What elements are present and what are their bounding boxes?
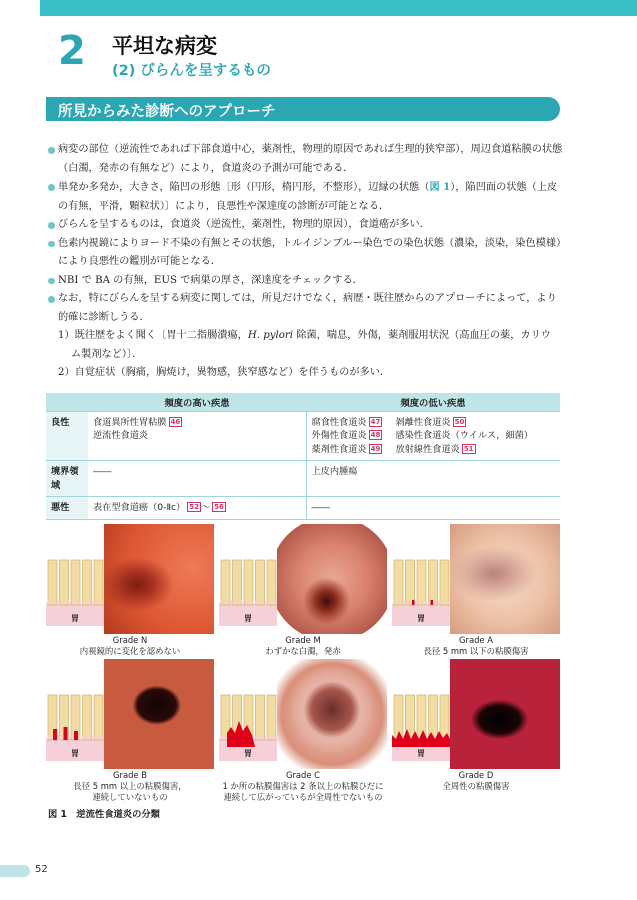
endoscopy-photo — [277, 524, 387, 634]
esophagus-diagram-icon — [392, 556, 450, 634]
numbered-text: 1）既往歴をよく聞く〔胃十二指腸潰瘍， — [58, 330, 248, 341]
numbered-item — [48, 327, 566, 364]
disease-name: 食道異所性胃粘膜 — [93, 416, 167, 428]
disease-name: 逆流性食道炎 — [93, 430, 149, 441]
numbered-text: 2）自覚症状（胸痛，胸焼け，異物感，狭窄感など）を伴うものが多い． — [58, 367, 391, 378]
grade-label: Grade D — [458, 770, 494, 780]
endoscopy-photo — [450, 524, 560, 634]
esophagus-diagram-icon — [46, 691, 104, 769]
reference-box[interactable]: 48 — [370, 431, 381, 439]
disease-name: 外傷性食道炎 — [311, 430, 367, 441]
bullet-text: なお，特にびらんを呈する病変に関しては，所見だけでなく，病歴・既往歴からのアプローチによって，より的確に診断しうる． — [58, 293, 557, 323]
bullet-item — [48, 272, 566, 291]
esophagus-diagram-icon — [392, 691, 450, 769]
disease-name: 薬剤性食道炎 — [311, 443, 367, 455]
reference-box[interactable]: 51 — [463, 444, 474, 453]
svg-text:胃: 胃 — [71, 749, 79, 758]
section-title: 所見からみた診断へのアプローチ — [58, 104, 276, 120]
panel-caption — [219, 770, 387, 803]
svg-text:胃: 胃 — [71, 614, 79, 623]
page-number: 52 — [35, 864, 48, 875]
numbered-text-continued: ム製剤など）〕． — [71, 348, 143, 360]
grade-description: 1 か所の粘膜傷害は 2 条以上の粘膜ひだに — [222, 781, 384, 791]
endoscopy-photo — [277, 659, 387, 769]
table-row — [46, 461, 560, 497]
low-frequency-cell: ―― — [306, 497, 560, 520]
panel-caption — [46, 770, 214, 803]
high-frequency-cell — [88, 411, 306, 461]
disease-name: 剝離性食道炎 — [395, 416, 451, 428]
figure-link[interactable]: 図 1 — [429, 181, 451, 193]
grade-label: Grade C — [285, 770, 321, 780]
body-text — [48, 141, 566, 383]
top-accent-bar — [40, 0, 637, 16]
reference-box[interactable]: 50 — [454, 417, 465, 426]
low-frequency-cell: 上皮内腫瘍 — [306, 461, 560, 497]
table-header-high: 頻度の高い疾患 — [88, 393, 306, 411]
grade-description: 長径 5 mm 以下の粘膜傷害 — [423, 646, 529, 656]
row-label: 境界領域 — [46, 461, 88, 497]
table-header-blank — [46, 393, 88, 411]
grade-label: Grade B — [113, 770, 147, 780]
panel-caption — [392, 770, 560, 792]
svg-text:胃: 胃 — [417, 614, 425, 623]
italic-term: H. pylori — [247, 330, 294, 341]
range-tilde: 〜 — [200, 502, 211, 513]
grade-description: わずかな白濁，発赤 — [265, 646, 341, 656]
grade-description: 全周性の粘膜傷害 — [442, 781, 510, 791]
bullet-item — [48, 178, 566, 216]
reference-box[interactable]: 52 — [189, 503, 199, 511]
grade-description: 内視鏡的に変化を認めない — [79, 646, 181, 656]
differential-table — [46, 393, 560, 520]
panel-caption — [46, 635, 214, 657]
grade-label: Grade A — [459, 635, 493, 645]
bullet-item — [48, 235, 566, 272]
bullet-text: 単発か多発か，大きさ，陥凹の形態〔形（円形，楕円形，不整形），辺縁の状態（ — [58, 182, 430, 193]
grade-label: Grade N — [112, 635, 148, 645]
high-frequency-cell: ―― — [88, 461, 306, 497]
panel-caption — [392, 635, 560, 657]
reference-box[interactable]: 49 — [370, 444, 381, 453]
esophagus-diagram-icon — [219, 691, 277, 769]
figure-caption: 図 1 逆流性食道炎の分類 — [48, 809, 160, 820]
disease-name: 放射線性食道炎 — [395, 443, 460, 455]
chapter-number: 2 — [58, 28, 86, 74]
esophagus-diagram-icon — [219, 556, 277, 634]
svg-text:胃: 胃 — [244, 614, 252, 623]
bullet-text: ），陥凹面の状態（上皮の有無，平滑，顆粒状）〕により，良悪性や深達度の診断が可能となる． — [58, 182, 558, 212]
bullet-item — [48, 216, 566, 235]
chapter-subtitle: (2) びらんを呈するもの — [112, 63, 271, 79]
endoscopy-photo — [104, 524, 214, 634]
page-tab — [0, 865, 30, 877]
grade-label: Grade M — [285, 635, 321, 645]
reference-box[interactable]: 46 — [170, 417, 181, 426]
grade-description: 連続して広がっているが全周性でないもの — [223, 792, 383, 802]
section-header — [46, 97, 560, 121]
bullet-text: びらんを呈するものは，食道炎（逆流性，薬剤性，物理的原因），食道癌が多い． — [58, 219, 430, 230]
disease-name: 表在型食道癌（0-Ⅱc） — [93, 502, 186, 513]
svg-text:胃: 胃 — [244, 749, 252, 758]
bullet-item — [48, 290, 566, 327]
numbered-item — [48, 364, 566, 383]
table-row — [46, 497, 560, 520]
chapter-title: 平坦な病変 — [112, 34, 217, 58]
low-frequency-cell — [306, 411, 560, 461]
endoscopy-photo — [104, 659, 214, 769]
bullet-text: 色素内視鏡によりヨード不染の有無とその状態，トルイジンブルー染色での染色状態（濃染，淡染，染色模様）により良悪性の鑑別が可能となる． — [58, 237, 562, 267]
grade-description: 長径 5 mm 以上の粘膜傷害， — [73, 781, 187, 791]
esophagus-diagram-icon — [46, 556, 104, 634]
bullet-text: NBI で BA の有無，EUS で病巣の厚さ，深達度をチェックする． — [58, 274, 363, 286]
row-label: 悪性 — [46, 497, 88, 520]
disease-name: 腐食性食道炎 — [311, 416, 367, 428]
reference-box[interactable]: 56 — [214, 503, 224, 511]
table-header-low: 頻度の低い疾患 — [306, 393, 560, 411]
grade-description: 連続していないもの — [92, 792, 168, 802]
svg-text:胃: 胃 — [417, 749, 425, 758]
disease-name: 感染性食道炎（ウイルス，細菌） — [395, 430, 534, 441]
panel-caption — [219, 635, 387, 657]
table-row — [46, 411, 560, 461]
figure-reflux-classification — [46, 524, 560, 814]
reference-box[interactable]: 47 — [370, 417, 381, 426]
endoscopy-photo — [450, 659, 560, 769]
high-frequency-cell — [88, 497, 306, 520]
numbered-text: 除菌，喘息，外傷，薬剤服用状況（高血圧の薬，カリウ — [293, 330, 551, 341]
bullet-text: 病変の部位（逆流性であれば下部食道中心，薬剤性，物理的原因であれば生理的狭窄部），周辺食道粘膜の状態（白濁，発赤の有無など）により，食道炎の予測が可能である． — [58, 144, 563, 174]
bullet-item — [48, 141, 566, 178]
row-label: 良性 — [46, 411, 88, 461]
